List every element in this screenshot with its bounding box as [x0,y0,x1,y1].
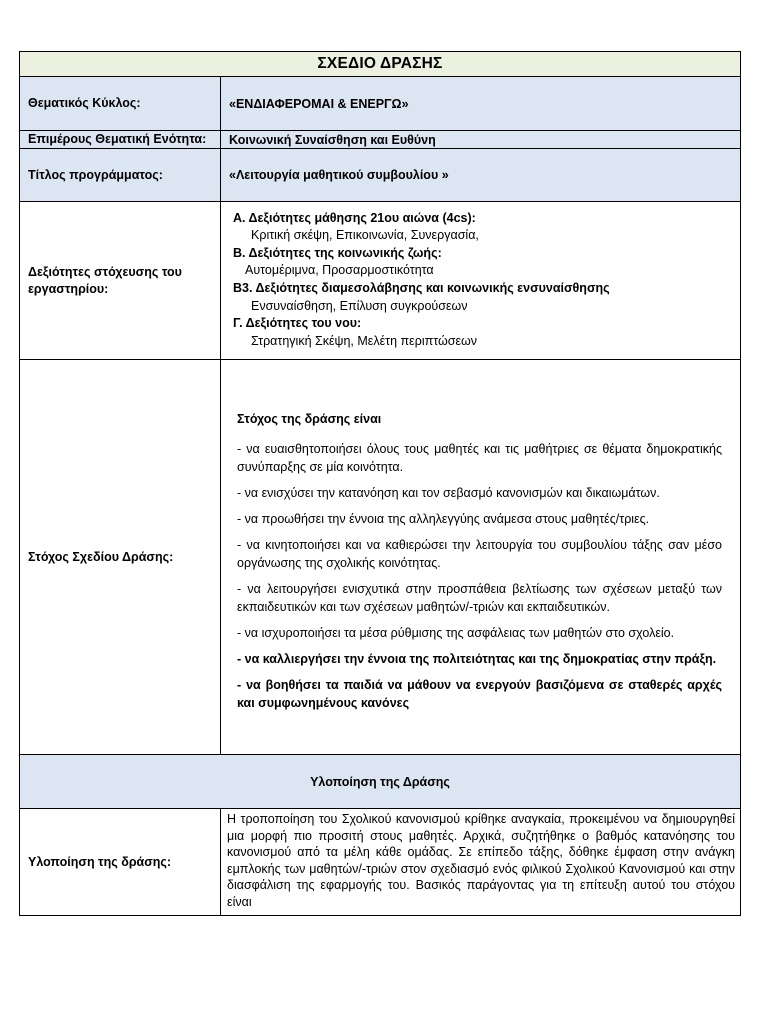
skills-b-heading: Β. Δεξιότητες της κοινωνικής ζωής: [233,245,442,260]
thematic-unit-label: Επιμέρους Θεματική Ενότητα: [20,131,221,149]
skills-g-heading: Γ. Δεξιότητες του νου: [233,316,362,331]
title-row [20,52,741,77]
program-title-label: Τίτλος προγράμματος: [20,149,221,202]
skills-b-items: Αυτομέριμνα, Προσαρμοστικότητα [245,263,434,278]
goal-item: - να ισχυροποιήσει τα μέσα ρύθμισης της ασφάλειας των μαθητών στο σχολείο. [237,626,675,640]
skills-a-heading: Α. Δεξιότητες μάθησης 21ου αιώνα (4cs): [233,210,476,225]
skills-b3-items: Ενσυναίσθηση, Επίλυση συγκρούσεων [251,298,468,313]
skills-a-items: Κριτική σκέψη, Επικοινωνία, Συνεργασία, [251,228,479,243]
goal-item: - να λειτουργήσει ενισχυτικά στην προσπάθεια βελτίωσης των σχέσεων μεταξύ των εκπαιδευτικών και των σχέσεων μαθητών/-τριών και εκπαιδευτικών. [237,582,722,614]
program-title-value: «Λειτουργία μαθητικού συμβουλίου » [221,149,741,202]
thematic-cycle-value: «ΕΝΔΙΑΦΕΡΟΜΑΙ & ΕΝΕΡΓΩ» [221,77,741,131]
goal-item: - να ενισχύσει την κατανόηση και τον σεβασμό κανονισμών και δικαιωμάτων. [237,486,660,500]
thematic-cycle-label: Θεματικός Κύκλος: [20,77,221,131]
goals-label: Στόχος Σχεδίου Δράσης: [20,360,221,755]
program-title-row [20,149,741,202]
thematic-unit-value: Κοινωνική Συναίσθηση και Ευθύνη [221,131,741,149]
skills-label: Δεξιότητες στόχευσης του εργαστηρίου: [20,202,221,360]
goals-intro: Στόχος της δράσης είναι [237,412,382,426]
goal-item: - να βοηθήσει τα παιδιά να μάθουν να ενεργούν βασιζόμενα σε σταθερές αρχές και συμφωνημένους κανόνες [237,678,722,710]
section-heading-row [20,755,741,809]
document-title: ΣΧΕΔΙΟ ΔΡΑΣΗΣ [20,52,741,77]
thematic-unit-row [20,131,741,149]
goals-row [20,360,741,755]
goal-item: - να καλλιεργήσει την έννοια της πολιτειότητας και της δημοκρατίας στην πράξη. [237,652,717,666]
skills-g-items: Στρατηγική Σκέψη, Μελέτη περιπτώσεων [251,333,478,348]
skills-row [20,202,741,360]
goal-item: - να προωθήσει την έννοια της αλληλεγγύης ανάμεσα στους μαθητές/τριες. [237,512,650,526]
goals-content [221,360,741,755]
skills-content [221,202,741,360]
implementation-text: Η τροποποίηση του Σχολικού κανονισμού κρίθηκε αναγκαία, προκειμένου να δημιουργηθεί μια μορφή πιο προσιτή στους μαθητές. Αρχικά, συζητήθηκε ο βαθμός κατανόησης του κανονισμού από τα μέλη κάθε ομάδας. Σε επίπεδο τάξης, δόθηκε έμφαση στην ανάγκη εμπλοκής των μαθητών/-τριών στον σχεδιασμό ενός φιλικού Σχολικού Κανονισμού και στην διασφάλιση της εφαρμογής του. Βασικός παράγοντας για τη επίτευξη αυτού του στόχου είναι [221,809,741,916]
implementation-section-heading: Υλοποίηση της Δράσης [20,755,741,809]
implementation-row [20,809,741,916]
thematic-cycle-row [20,77,741,131]
action-plan-table [19,51,741,916]
goal-item: - να κινητοποιήσει και να καθιερώσει την λειτουργία του συμβουλίου τάξης σαν μέσο οργάνωσης της σχολικής κοινότητας. [237,538,722,570]
skills-b3-heading: Β3. Δεξιότητες διαμεσολάβησης και κοινωνικής ενσυναίσθησης [233,281,610,295]
implementation-label: Υλοποίηση της δράσης: [20,809,221,916]
goal-item: - να ευαισθητοποιήσει όλους τους μαθητές και τις μαθήτριες σε θέματα δημοκρατικής συνύπαρξης σε μία κοινότητα. [237,442,722,474]
